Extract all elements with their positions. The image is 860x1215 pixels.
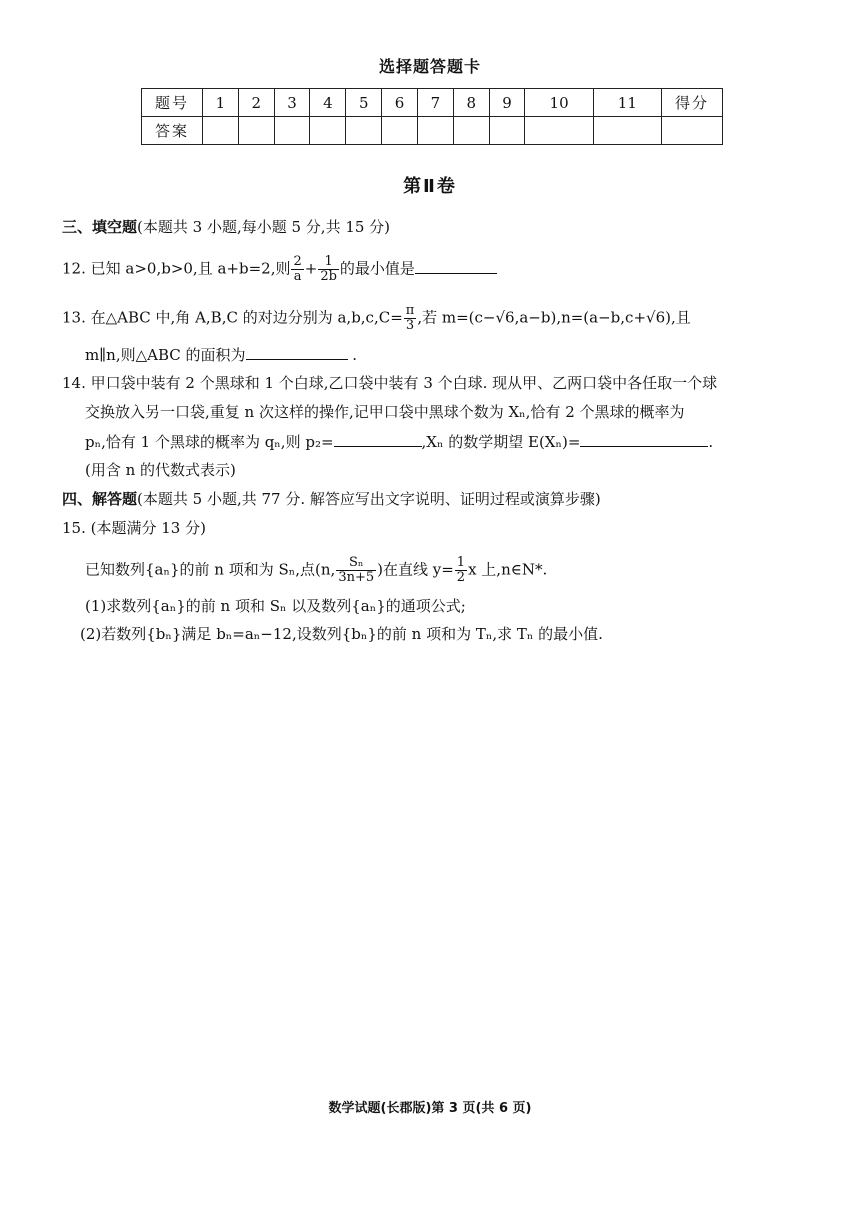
q15-half-den: 2 (456, 570, 466, 585)
section3-heading (62, 217, 390, 237)
q12-fraction-1 (291, 255, 303, 284)
question-14-line-4: (用含 n 的代数式表示) (85, 461, 236, 479)
q12-answer-blank[interactable] (415, 258, 497, 274)
q13-pi-den: 3 (405, 318, 415, 333)
q13-line2-text: m∥n,则△ABC 的面积为 (85, 346, 246, 364)
q13-pi-num: π (405, 303, 415, 318)
row-label-answer: 答案 (142, 117, 203, 145)
q15-half-fraction (455, 556, 467, 585)
q12-plus: + (304, 259, 318, 278)
q13-text-a: 13. 在△ABC 中,角 A,B,C 的对边分别为 a,b,c,C= (62, 308, 403, 327)
q14-line3-a: pₙ,恰有 1 个黑球的概率为 qₙ,则 p₂= (85, 433, 334, 451)
q13-pi-fraction (404, 304, 417, 333)
question-13-line-2 (85, 344, 357, 365)
q12-text-a: 12. 已知 a>0,b>0,且 a+b=2,则 (62, 259, 291, 278)
q-number-cell: 10 (525, 89, 593, 117)
q-number-cell: 7 (417, 89, 453, 117)
question-15-part-1: (1)求数列{aₙ}的前 n 项和 Sₙ 以及数列{aₙ}的通项公式; (85, 597, 466, 615)
answer-card-table (141, 88, 723, 145)
answer-cell[interactable] (203, 117, 239, 145)
page-footer: 数学试题(长郡版)第 3 页(共 6 页) (328, 1101, 532, 1116)
q15-half-num: 1 (456, 555, 466, 570)
answer-cell[interactable] (274, 117, 310, 145)
q13-end: . (352, 346, 358, 364)
question-15-header: 15. (本题满分 13 分) (62, 519, 206, 537)
answer-cell[interactable] (489, 117, 525, 145)
q-number-cell: 3 (274, 89, 310, 117)
q15-stem-b: )在直线 y= (377, 560, 454, 579)
answer-cell[interactable] (238, 117, 274, 145)
q-number-cell: 8 (453, 89, 489, 117)
q15-frac-den: 3n+5 (338, 570, 375, 585)
question-12 (62, 255, 497, 284)
q13-text-b: ,若 m=(c−√6,a−b),n=(a−b,c+√6),且 (417, 308, 691, 327)
q15-sn-fraction (336, 556, 376, 585)
question-13-line-1 (62, 304, 691, 333)
q14-p2-blank[interactable] (334, 431, 422, 447)
q-number-cell: 6 (382, 89, 418, 117)
answer-cell[interactable] (593, 117, 661, 145)
q14-expectation-blank[interactable] (580, 431, 708, 447)
section4-note: (本题共 5 小题,共 77 分. 解答应写出文字说明、证明过程或演算步骤) (137, 490, 601, 508)
answer-cell[interactable] (346, 117, 382, 145)
question-14-line-2: 交换放入另一口袋,重复 n 次这样的操作,记甲口袋中黑球个数为 Xₙ,恰有 2 个黑球的概率为 (85, 403, 685, 421)
answer-cell[interactable] (453, 117, 489, 145)
q-number-cell: 11 (593, 89, 661, 117)
section4-title: 四、解答题 (62, 490, 138, 508)
q15-stem-c: x 上,n∈N*. (468, 560, 548, 579)
question-15-part-2: (2)若数列{bₙ}满足 bₙ=aₙ−12,设数列{bₙ}的前 n 项和为 Tₙ,求 Tₙ 的最小值. (80, 625, 603, 643)
q-number-cell: 5 (346, 89, 382, 117)
q15-stem-a: 已知数列{aₙ}的前 n 项和为 Sₙ,点(n, (85, 560, 336, 579)
section3-note: (本题共 3 小题,每小题 5 分,共 15 分) (137, 218, 391, 236)
answer-cell[interactable] (382, 117, 418, 145)
question-number-row (142, 89, 723, 117)
answer-cell[interactable] (417, 117, 453, 145)
question-15-stem (85, 556, 547, 585)
question-14-line-1: 14. 甲口袋中装有 2 个黑球和 1 个白球,乙口袋中装有 3 个白球. 现从甲、乙两口袋中各任取一个球 (62, 374, 718, 392)
q13-answer-blank[interactable] (246, 344, 348, 360)
q12-text-b: 的最小值是 (339, 259, 415, 278)
answer-card-title: 选择题答题卡 (378, 57, 481, 76)
q12-f2-den: 2b (320, 269, 337, 284)
q-number-cell: 2 (238, 89, 274, 117)
answer-row (142, 117, 723, 145)
section3-title: 三、填空题 (62, 218, 138, 236)
q12-f1-den: a (293, 269, 302, 284)
question-14-line-3 (85, 431, 713, 452)
score-label: 得分 (662, 89, 723, 117)
row-label-number: 题号 (142, 89, 203, 117)
q-number-cell: 4 (310, 89, 346, 117)
q12-fraction-2 (318, 255, 339, 284)
answer-cell[interactable] (525, 117, 593, 145)
score-cell[interactable] (662, 117, 723, 145)
q15-frac-num: Sₙ (336, 556, 376, 571)
section4-heading (62, 489, 601, 509)
q14-line3-c: . (708, 433, 714, 451)
answer-cell[interactable] (310, 117, 346, 145)
q14-line3-b: ,Xₙ 的数学期望 E(Xₙ)= (421, 433, 581, 451)
q-number-cell: 1 (203, 89, 239, 117)
volume-title: 第Ⅱ卷 (403, 176, 457, 197)
q12-f2-num: 1 (318, 255, 339, 270)
q12-f1-num: 2 (293, 254, 302, 269)
q-number-cell: 9 (489, 89, 525, 117)
